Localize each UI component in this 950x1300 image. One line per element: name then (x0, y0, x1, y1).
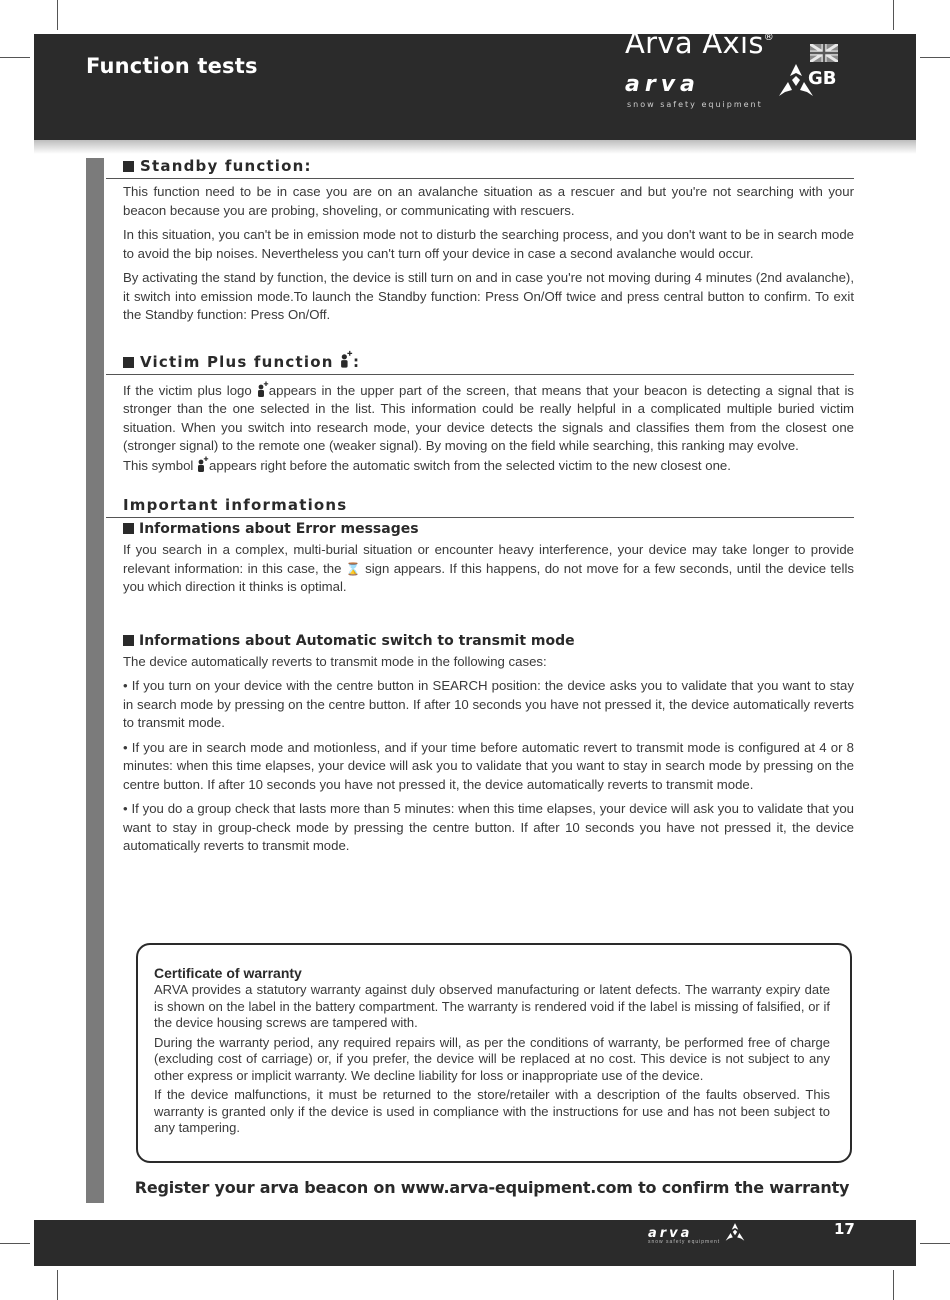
victim-plus-paragraph-2: This symbol appears right before the automatic switch from the selected victim to the new closest one. (123, 457, 731, 473)
crop-mark (57, 0, 58, 30)
important-heading: Important informations (106, 491, 854, 518)
spacer (106, 331, 854, 345)
error-messages-paragraph: If you search in a complex, multi-burial situation or encounter heavy interference, your device may take longer to provide relevant information: in this case, the ⌛ sign appears. If this happens, do not move for a few seconds, until the device tells you which direction it thinks is optimal. (123, 542, 854, 594)
uk-flag-icon (810, 44, 838, 62)
spacer (106, 603, 854, 625)
auto-switch-bullet-2: • If you are in search mode and motionless, and if your time before automatic revert to transmit mode is configured at 4 or 8 minutes: when this time elapses, your device will ask you to validate that you want to stay in search mode by pressing on the centre button. If after 10 seconds you have not pressed it, the device automatically reverts to transmit mode. (123, 739, 854, 792)
victim-plus-paragraph-1: If the victim plus logo appears in the upper part of the screen, that means that your beacon is detecting a signal that is stronger than the one selected in the list. This information could be really helpful in a complicated multiple buried victim situation. When you switch into research mode, your device detects the signals and classifies them from the closest one (stronger signal) to the remote one (weaker signal). By moving on the field while searching, this ranking may evolve. (123, 382, 854, 453)
auto-switch-bullet-1: • If you turn on your device with the centre button in SEARCH position: the device asks you to validate that you want to stay in search mode by pressing on the centre button. If after 10 seconds you have not pressed it, the device automatically reverts to transmit mode. (123, 678, 854, 730)
product-name: Arva Axis® (625, 26, 775, 60)
arva-mountain-mark-icon (722, 1222, 748, 1244)
victim-plus-icon (340, 350, 353, 368)
crop-mark (57, 1270, 58, 1300)
crop-mark (920, 1243, 950, 1244)
page-number: 17 (834, 1220, 855, 1238)
bullet-square (123, 357, 134, 368)
auto-switch-bullet-3: • If you do a group check that lasts more than 5 minutes: when this time elapses, your device will ask you to validate that you want to stay in group-check mode by pressing the centre button. If after 10 seconds you have not pressed it, the device automatically reverts to transmit mode. (123, 801, 854, 853)
brand-logo: arva (625, 72, 700, 97)
standby-paragraph-3: By activating the stand by function, the device is still turn on and in case you're not moving during 4 minutes (2nd avalanche), it switch into emission mode.To launch the Standby function: Press On/Off twice and press central button to confirm. To exit the Standby function: Press On/Off. (123, 270, 854, 322)
crop-mark (0, 57, 30, 58)
bullet-square (123, 161, 134, 172)
side-bar (86, 158, 104, 1203)
main-content (106, 152, 854, 862)
standby-paragraph-1: This function need to be in case you are on an avalanche situation as a rescuer and but you're not searching with your beacon because you are probing, shoveling, or communicating with rescuers. (123, 184, 854, 218)
warranty-paragraph-2: During the warranty period, any required repairs will, as per the conditions of warranty, be performed free of charge (excluding cost of carriage) or, if you prefer, the device will be replaced at no cost. This device is not subject to any other express or implicit warranty. We decline liability for loss or inappropriate use of the device. (154, 1034, 830, 1083)
hourglass-icon: ⌛ (345, 561, 361, 576)
warranty-box (136, 943, 852, 1163)
register-notice: Register your arva beacon on www.arva-equipment.com to confirm the warranty (134, 1178, 850, 1197)
brand-tagline: snow safety equipment (627, 100, 763, 109)
footer-brand-tagline: snow safety equipment (648, 1239, 721, 1245)
bullet-square (123, 523, 134, 534)
warranty-paragraph-3: If the device malfunctions, it must be returned to the store/retailer with a description of the faults observed. This warranty is granted only if the device is used in compliance with the instructions for use and has not been subject to any tampering. (154, 1087, 830, 1135)
page-title: Function tests (86, 54, 258, 78)
language-code: GB (808, 68, 837, 89)
crop-mark (893, 0, 894, 30)
warranty-heading: Certificate of warranty (154, 965, 302, 981)
victim-plus-icon (257, 381, 269, 397)
auto-switch-intro: The device automatically reverts to transmit mode in the following cases: (123, 653, 547, 669)
warranty-paragraph-1: ARVA provides a statutory warranty against duly observed manufacturing or latent defects. The warranty expiry date is shown on the label in the battery compartment. The warranty is rendered void if the label is missing of falsified, or if the device housing screws are tampered with. (154, 982, 830, 1030)
standby-heading: Standby function: (106, 152, 854, 179)
crop-mark (0, 1243, 30, 1244)
auto-switch-heading: Informations about Automatic switch to transmit mode (123, 633, 854, 649)
crop-mark (920, 57, 950, 58)
victim-plus-icon (197, 456, 209, 472)
footer-brand-logo: arva (648, 1226, 693, 1241)
bullet-square (123, 635, 134, 646)
crop-mark (893, 1270, 894, 1300)
error-messages-heading: Informations about Error messages (123, 521, 854, 537)
spacer (106, 481, 854, 491)
victim-plus-heading: Victim Plus function : (106, 345, 854, 375)
page-footer (34, 1220, 916, 1266)
standby-paragraph-2: In this situation, you can't be in emission mode not to disturb the searching process, and you don't want to be in search mode to avoid the bip noises. Nevertheless you can't turn off your device in case a second avalanche would occur. (123, 227, 854, 261)
